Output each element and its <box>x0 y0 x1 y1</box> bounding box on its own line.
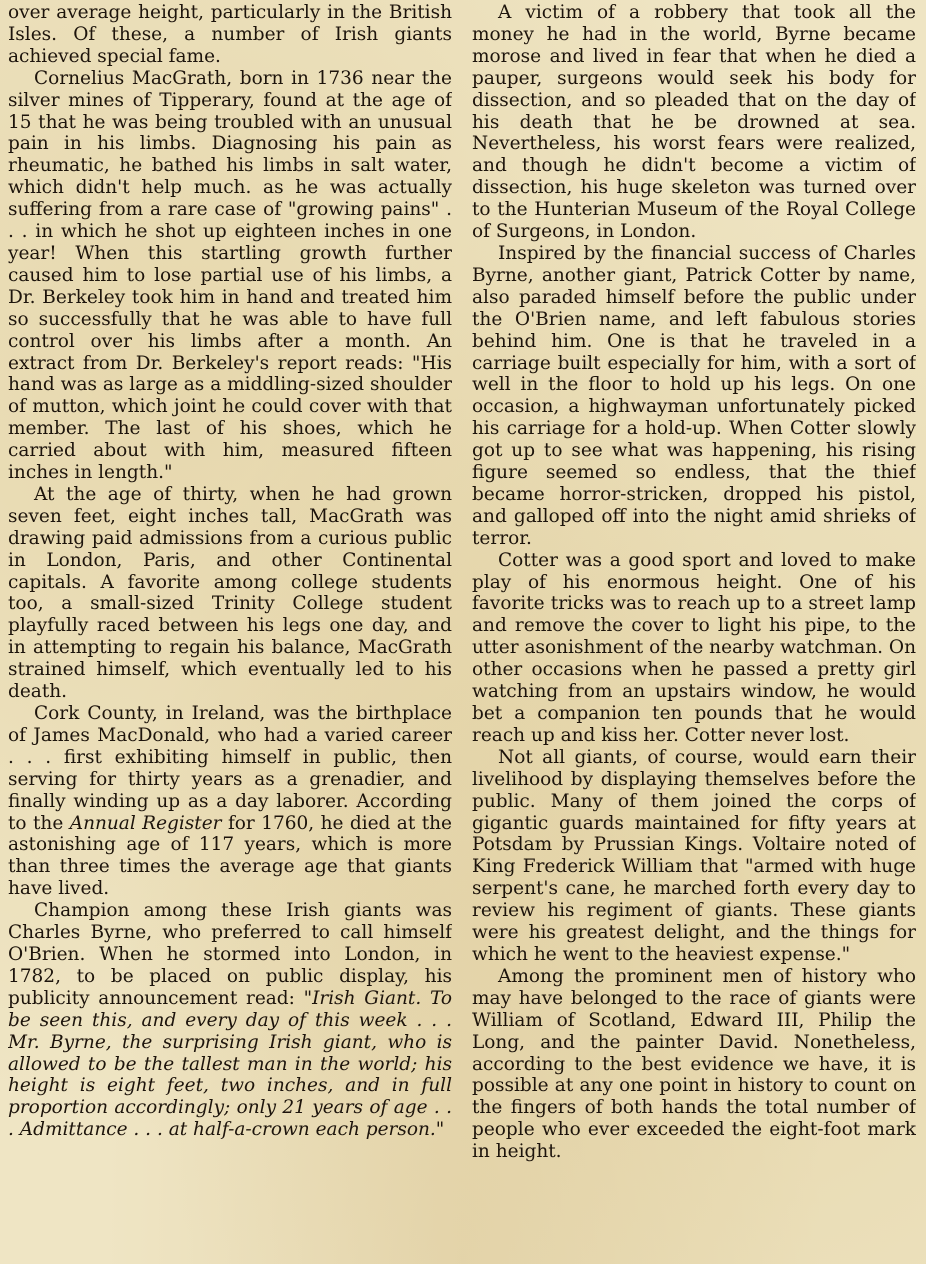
paragraph-potsdam-guards: Not all giants, of course, would earn their livelihood by displaying themselves before the public. Many of them joined the corps of gigantic guards maintained for fifty years at Potsdam by Prussian Kings. Voltaire noted of King Frederick William that "armed with huge serpent's cane, he marched forth every day to review his regiment of giants. These giants were his greatest delight, and the things for which he went to the heaviest expense." <box>472 746 916 965</box>
paragraph-cornelius-macgrath: Cornelius MacGrath, born in 1736 near the silver mines of Tipperary, found at the age of 15 that he was being troubled with an unusual pain in his limbs. Diagnosing his pain as rheumatic, he bathed his limbs in salt water, which didn't help much. as he was actually suffering from a rare case of "growing pains" . . . in which he shot up eighteen inches in one year! When this startling growth further caused him to lose partial use of his limbs, a Dr. Berkeley took him in hand and treated him so successfully that he was able to have full control over his limbs after a month. An extract from Dr. Berkeley's report reads: "His hand was as large as a middling-sized shoulder of mutton, which joint he could cover with that member. The last of his shoes, which he carried about with him, measured fifteen inches in length." <box>8 67 452 484</box>
annual-register-title: Annual Register <box>69 812 222 834</box>
paragraph-cotter-sport: Cotter was a good sport and loved to make play of his enormous height. One of his favorite tricks was to reach up to a street lamp and remove the cover to light his pipe, to the utter asonishment of the nearby watchman. On other occasions when he passed a pretty girl watching from an upstairs window, he would bet a companion ten pounds that he would reach up and kiss her. Cotter never lost. <box>472 549 916 746</box>
macdonald-text-after: for 1760, he died at the astonishing age of 117 years, which is more than three times the average age that giants have lived. <box>8 812 452 900</box>
paragraph-james-macdonald <box>8 703 452 900</box>
right-column <box>472 2 916 1264</box>
paragraph-charles-byrne <box>8 900 452 1141</box>
paragraph-patrick-cotter: Inspired by the financial success of Charles Byrne, another giant, Patrick Cotter by name, also paraded himself before the public under the O'Brien name, and left fabulous stories behind him. One is that he traveled in a carriage built especially for him, with a sort of well in the floor to hold up his legs. On one occasion, a highwayman unfortunately picked his carriage for a hold-up. When Cotter slowly got up to see what was happening, his rising figure seemed so endless, that the thief became horror-stricken, dropped his pistol, and galloped off into the night amid shrieks of terror. <box>472 242 916 549</box>
paragraph-macgrath-exhibition: At the age of thirty, when he had grown seven feet, eight inches tall, MacGrath was drawing paid admissions from a curious public in London, Paris, and other Continental capitals. A favorite among college students too, a small-sized Trinity College student playfully raced between his legs one day, and in attempting to regain his balance, MacGrath strained himself, which eventually led to his death. <box>8 483 452 703</box>
paragraph-prominent-men: Among the prominent men of history who may have belonged to the race of giants were William of Scotland, Edward III, Philip the Long, and the painter David. Nonetheless, according to the best evidence we have, it is possible at any one point in history to count on the fingers of both hands the total number of people who ever exceeded the eight-foot mark in height. <box>472 965 916 1163</box>
byrne-announcement-quote: "Irish Giant. To be seen this, and every day of this week . . . Mr. Byrne, the surprising Irish giant, who is allowed to be the tallest man in the world; his height is eight feet, two inches, and in full proportion accordingly; only 21 years of age . . . Admittance . . . at half-a-crown each person." <box>8 987 452 1141</box>
left-column <box>8 2 452 1264</box>
paragraph-intro-continued: over average height, particularly in the British Isles. Of these, a number of Irish giants achieved special fame. <box>8 2 452 67</box>
macdonald-text-before: Cork County, in Ireland, was the birthplace of James MacDonald, who had a varied career . . . first exhibiting himself in public, then serving for thirty years as a grenadier, and finally winding up as a day laborer. According to the <box>8 703 452 834</box>
byrne-text-before: Champion among these Irish giants was Charles Byrne, who preferred to call himself O'Brien. When he stormed into London, in 1782, to be placed on public display, his publicity announcement read: <box>8 900 452 1009</box>
paragraph-byrne-robbery: A victim of a robbery that took all the money he had in the world, Byrne became morose and lived in fear that when he died a pauper, surgeons would seek his body for dissection, and so pleaded that on the day of his death that he be drowned at sea. Nevertheless, his worst fears were realized, and though he didn't become a victim of dissection, his huge skeleton was turned over to the Hunterian Museum of the Royal College of Surgeons, in London. <box>472 2 916 243</box>
